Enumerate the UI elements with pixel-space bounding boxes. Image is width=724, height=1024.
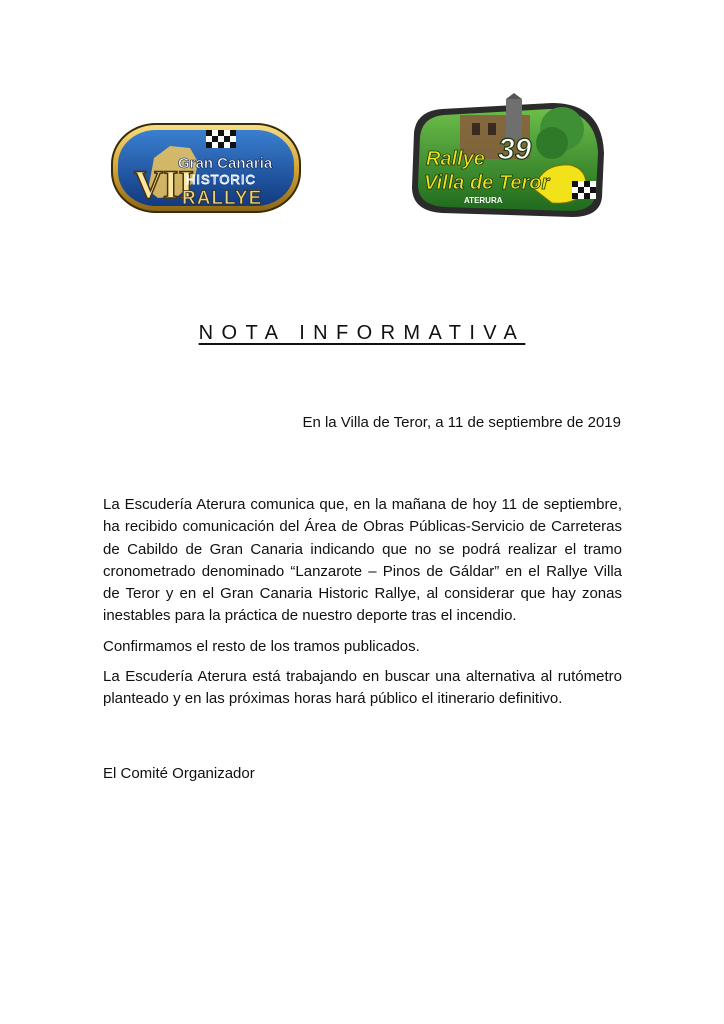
logo-left-line3: RALLYE (182, 188, 263, 209)
logo-left-roman: VII (134, 162, 195, 207)
checkered-flag-icon (206, 130, 236, 148)
gran-canaria-historic-rallye-logo (108, 118, 304, 218)
paragraph-alternative: La Escudería Aterura está trabajando en buscar una alternativa al rutómetro planteado y en las próximas horas hará público el itinerario definitivo. (103, 668, 622, 708)
logo-right-line2: Villa de Teror (424, 172, 550, 194)
logo-left-line1: Gran Canaria (178, 155, 273, 172)
rallye-villa-de-teror-logo (402, 93, 610, 221)
paragraph-announcement: La Escudería Aterura comunica que, en la mañana de hoy 11 de septiembre, ha recibido comunicación del Área de Obras Públicas-Servicio de Carreteras de Cabildo de Gran Canaria indicando que no se podrá realizar el tramo cronometrado denominado “Lanzarote – Pinos de Gáldar” en el Rallye Villa de Teror y en el Gran Canaria Historic Rallye, al considerar que hay zonas inestables para la práctica de nuestro deporte tras el incendio. (103, 496, 622, 625)
logo-right-number: 39 (498, 133, 532, 166)
logo-right-line1: Rallye (426, 148, 485, 170)
paragraph-confirmation: Confirmamos el resto de los tramos publicados. (103, 637, 420, 655)
logo-left-line2: HISTORIC (186, 172, 256, 187)
document-body (103, 494, 622, 719)
logo-right-small: ATERURA (464, 196, 503, 205)
document-title: NOTA INFORMATIVA (198, 322, 526, 344)
checkered-flag-icon (572, 181, 596, 199)
dateline: En la Villa de Teror, a 11 de septiembre de 2019 (302, 414, 621, 431)
signature: El Comité Organizador (103, 765, 255, 782)
